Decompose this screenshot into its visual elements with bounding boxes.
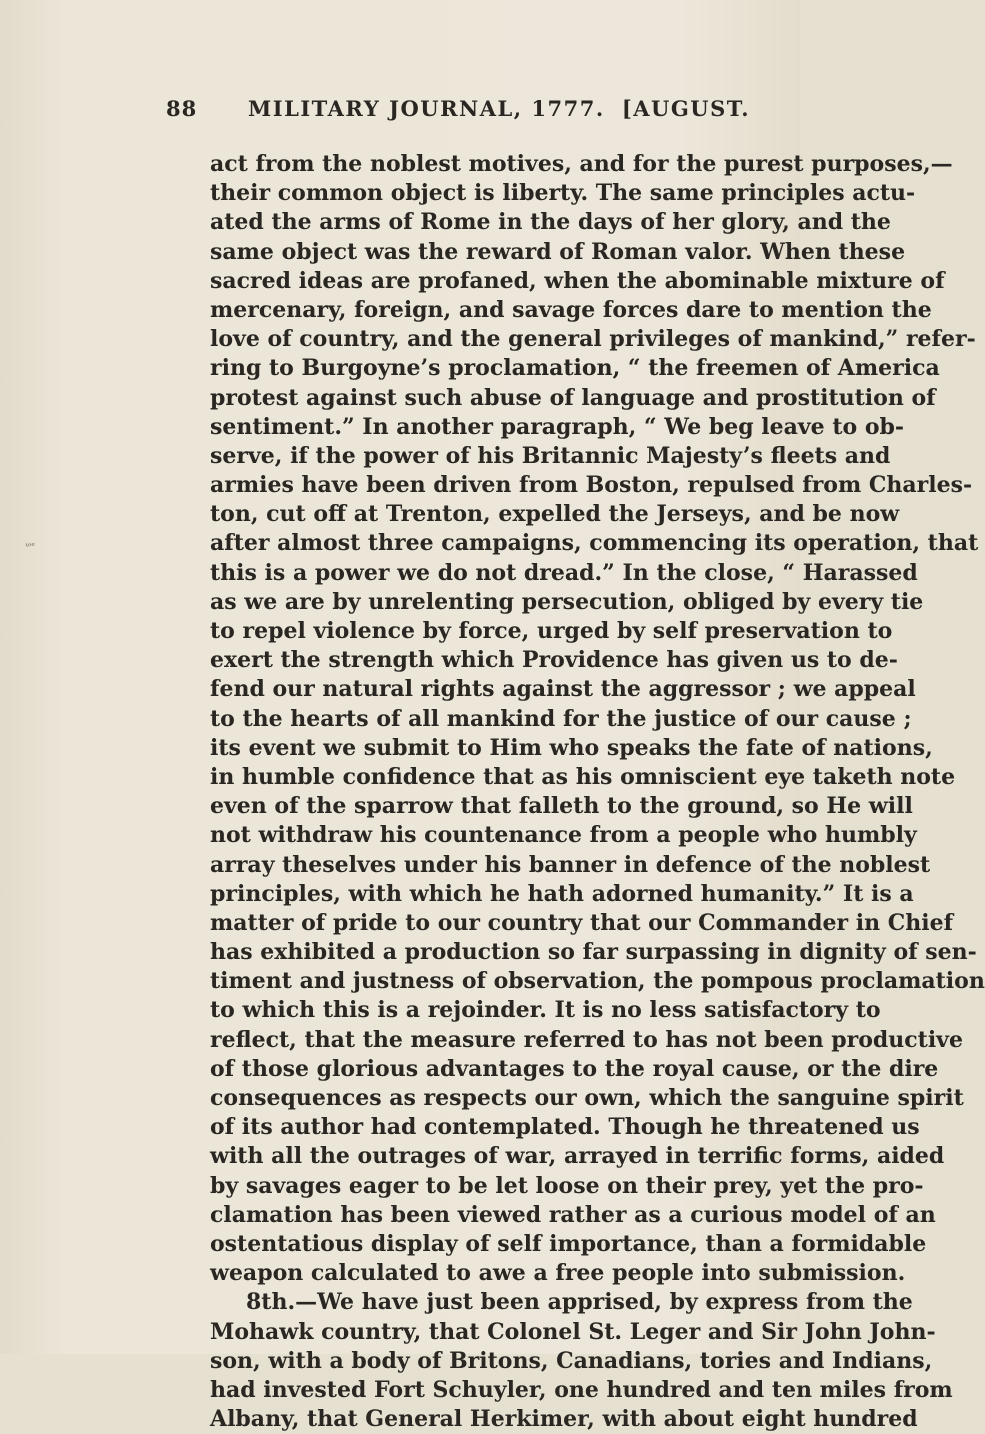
text-line: with all the outrages of war, arrayed in terrific forms, aided	[210, 1143, 945, 1170]
text-line: in humble confidence that as his omniscient eye taketh note	[210, 763, 956, 790]
text-line: ring to Burgoyne’s proclamation, “ the freemen of America	[210, 355, 940, 382]
text-line: weapon calculated to awe a free people into submission.	[210, 1260, 906, 1287]
text-line: sentiment.” In another paragraph, “ We beg leave to ob-	[210, 413, 905, 440]
text-line: armies have been driven from Boston, repulsed from Charles-	[210, 472, 973, 499]
text-line: as we are by unrelenting persecution, obliged by every tie	[210, 588, 924, 615]
text-line: after almost three campaigns, commencing its operation, that	[210, 530, 979, 557]
page-number: 88	[166, 96, 198, 121]
text-line: ated the arms of Rome in the days of her glory, and the	[210, 209, 891, 236]
text-line: love of country, and the general privileges of mankind,” refer-	[210, 326, 976, 353]
text-line: timent and justness of observation, the pompous proclamation	[210, 968, 985, 995]
running-month: [AUGUST.	[621, 96, 750, 121]
text-line: by savages eager to be let loose on their prey, yet the pro-	[210, 1172, 924, 1199]
text-line: of those glorious advantages to the royal cause, or the dire	[210, 1055, 939, 1082]
text-line: array theselves under his banner in defence of the noblest	[210, 851, 931, 878]
margin-annotation: ᵗᵒᵉ	[25, 541, 36, 553]
text-line: this is a power we do not dread.” In the close, “ Harassed	[210, 559, 918, 586]
text-line: ton, cut off at Trenton, expelled the Jerseys, and be now	[210, 501, 900, 528]
text-line: fend our natural rights against the aggressor ; we appeal	[210, 676, 916, 703]
running-header	[166, 96, 750, 132]
text-line: ostentatious display of self importance, than a formidable	[210, 1230, 927, 1257]
text-line: act from the noblest motives, and for the purest purposes,—	[210, 151, 953, 177]
text-line: reflect, that the measure referred to has not been productive	[210, 1026, 963, 1053]
text-line: principles, with which he hath adorned humanity.” It is a	[210, 880, 914, 907]
body-text	[210, 150, 985, 1434]
text-line: same object was the reward of Roman valor. When these	[210, 238, 906, 265]
text-line: 8th.—We have just been apprised, by express from the	[246, 1289, 913, 1316]
text-line: to repel violence by force, urged by self preservation to	[210, 618, 893, 644]
text-line: serve, if the power of his Britannic Majesty’s fleets and	[210, 442, 891, 469]
text-line: has exhibited a production so far surpassing in dignity of sen-	[210, 939, 977, 966]
text-line: protest against such abuse of language and prostitution of	[210, 384, 936, 411]
text-line: son, with a body of Britons, Canadians, tories and Indians,	[210, 1347, 933, 1374]
running-title: MILITARY JOURNAL, 1777.	[248, 96, 605, 121]
text-line: of its author had contemplated. Though he threatened us	[210, 1114, 920, 1141]
text-line: Mohawk country, that Colonel St. Leger and Sir John John-	[210, 1318, 936, 1345]
text-line: matter of pride to our country that our Commander in Chief	[210, 909, 954, 936]
text-line: clamation has been viewed rather as a curious model of an	[210, 1201, 936, 1228]
text-line: to the hearts of all mankind for the justice of our cause ;	[210, 705, 912, 732]
text-line: not withdraw his countenance from a people who humbly	[210, 822, 917, 849]
text-line: even of the sparrow that falleth to the ground, so He will	[210, 793, 913, 820]
text-line: mercenary, foreign, and savage forces dare to mention the	[210, 296, 932, 323]
text-line: Albany, that General Herkimer, with about eight hundred	[210, 1406, 918, 1433]
text-line: to which this is a rejoinder. It is no less satisfactory to	[210, 997, 881, 1024]
text-line: exert the strength which Providence has given us to de-	[210, 647, 898, 674]
text-line: their common object is liberty. The same principles actu-	[210, 180, 916, 207]
text-line: consequences as respects our own, which the sanguine spirit	[210, 1085, 964, 1111]
text-line: sacred ideas are profaned, when the abominable mixture of	[210, 267, 945, 294]
text-line: its event we submit to Him who speaks the fate of nations,	[210, 734, 933, 761]
text-line: had invested Fort Schuyler, one hundred and ten miles from	[210, 1376, 953, 1403]
